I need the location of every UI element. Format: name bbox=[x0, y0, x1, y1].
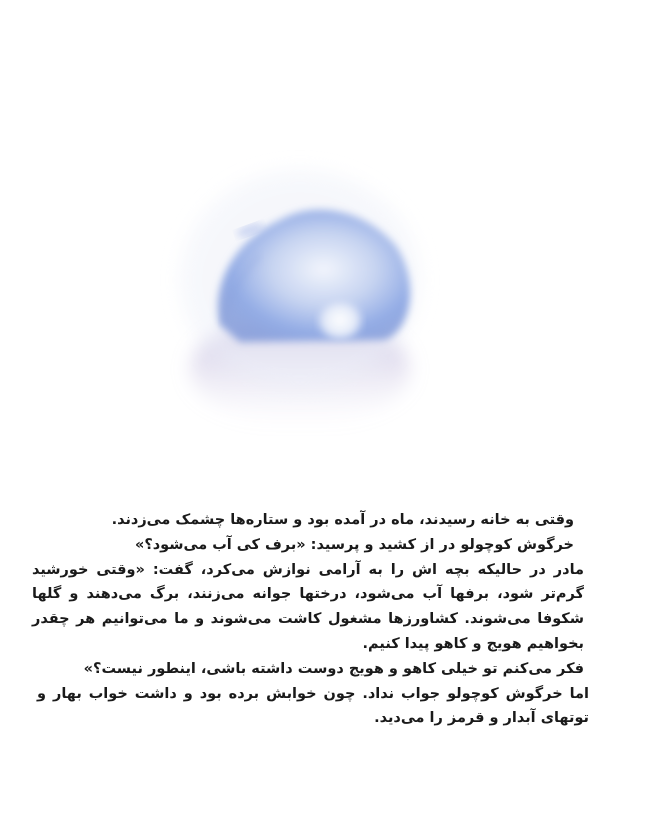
paragraph-4: فکر می‌کنم تو خیلی کاهو و هویج دوست داشته باشی، اینطور نیست؟» bbox=[83, 660, 584, 677]
paragraph-5: اما خرگوش کوچولو جواب نداد. چون خوابش برده بود و داشت خواب بهار و توتهای آبدار و قرمز را می‌دید. bbox=[37, 685, 589, 727]
sleeping-rabbit-icon bbox=[150, 120, 450, 450]
paragraph-1: وقتی به خانه رسیدند، ماه در آمده بود و ستاره‌ها چشمک می‌زدند. bbox=[111, 512, 574, 528]
story-text bbox=[32, 508, 624, 731]
paragraph-3: مادر در حالیکه بچه اش را به آرامی نوازش می‌کرد، گفت: «وقتی خورشید گرم‌تر شود، برفها آب می‌شود، درختها جوانه می‌زنند، برگ می‌دهند و گلها شکوفا می‌شوند. کشاورزها مشغول کاشت می‌شوند و ما می‌توانیم هر چقدر بخواهیم هویج و کاهو پیدا کنیم. bbox=[32, 561, 584, 652]
rabbit-illustration bbox=[150, 120, 450, 450]
paragraph-2: خرگوش کوچولو در از کشید و پرسید: «برف کی آب می‌شود؟» bbox=[134, 536, 574, 553]
